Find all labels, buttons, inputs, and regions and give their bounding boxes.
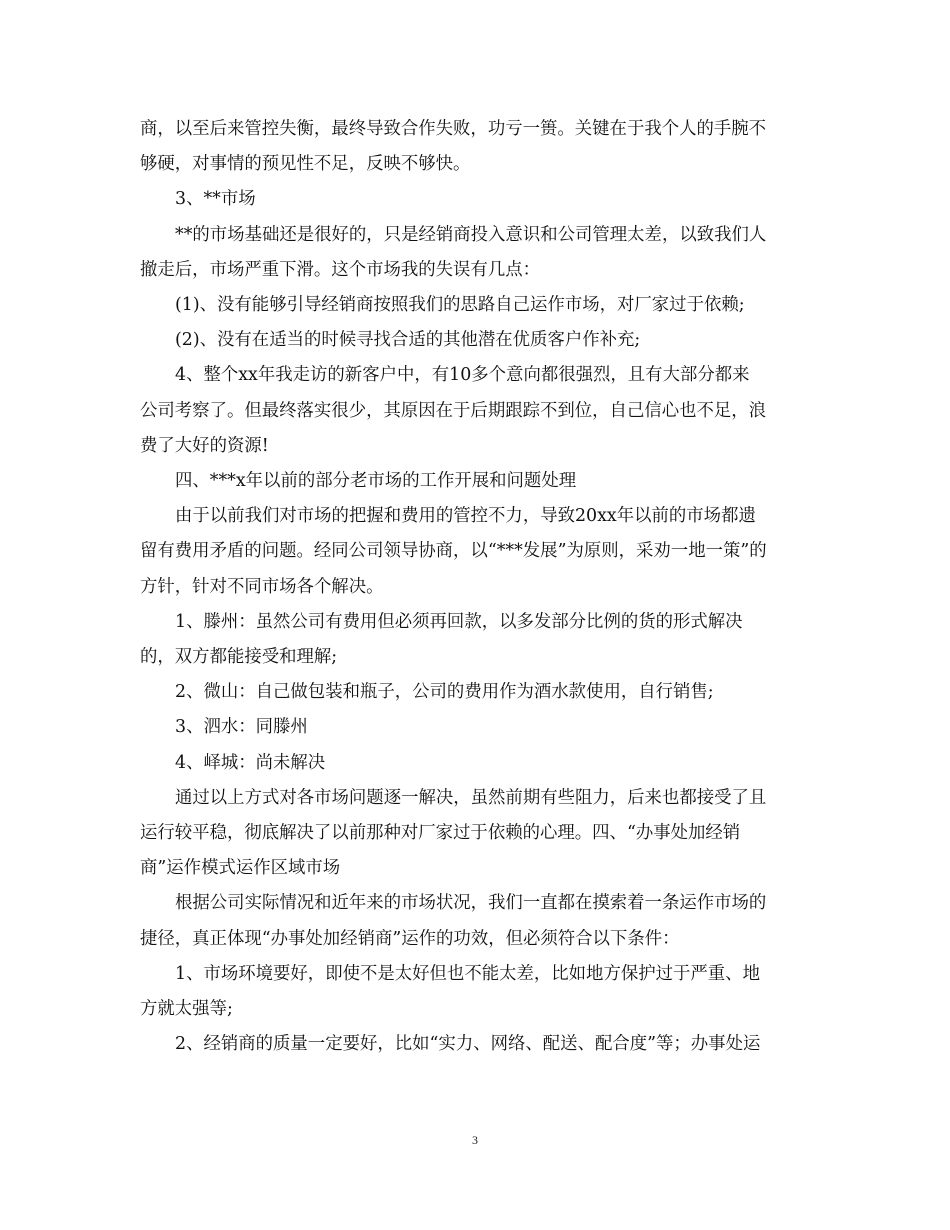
text-line: 2、经销商的质量一定要好，比如“实力、网络、配送、配合度”等；办事处运 [175,1034,761,1055]
text-line: 运行较平稳，彻底解决了以前那种对厂家过于依赖的心理。四、“办事处加经销 [140,823,741,844]
section-heading-market-3 [140,182,815,217]
text-line: (2)、没有在适当的时候寻找合适的其他潜在优质客户作补充; [175,330,641,351]
text-line: 通过以上方式对各市场问题逐一解决，虽然前期有些阻力，后来也都接受了且 [175,787,767,808]
text-line: 1、市场环境要好，即使不是太好但也不能太差，比如地方保护过于严重、地 [175,963,760,984]
page-number: 3 [472,1133,478,1147]
list-item-condition-2 [140,1027,815,1062]
paragraph-resolution [140,781,815,887]
text-line: (1)、没有能够引导经销商按照我们的思路自己运作市场，对厂家过于依赖; [175,295,745,316]
text-line: 根据公司实际情况和近年来的市场状况，我们一直都在摸索着一条运作市场的 [175,893,767,914]
section-heading-old-markets [140,464,815,499]
list-item-tengzhou [140,605,815,675]
text-line: 四、***x年以前的部分老市场的工作开展和问题处理 [175,471,577,492]
text-line: 2、微山：自己做包装和瓶子，公司的费用作为酒水款使用，自行销售; [175,682,714,703]
text-line: 方就太强等; [140,999,233,1020]
list-item-yicheng [140,746,815,781]
paragraph-continuation [140,112,815,182]
paragraph-cost-issues [140,499,815,605]
text-line: 商，以至后来管控失衡，最终导致合作失败，功亏一篑。关键在于我个人的手腕不 [140,119,767,139]
text-line: **的市场基础还是很好的，只是经销商投入意识和公司管理太差，以致我们人 [175,224,767,245]
text-line: 撤走后，市场严重下滑。这个市场我的失误有几点： [140,259,540,280]
text-line: 4、峄城：尚未解决 [175,752,326,773]
text-line: 的，双方都能接受和理解; [140,647,338,668]
document-body [140,112,815,1062]
list-item-sishui [140,710,815,745]
text-line: 1、滕州：虽然公司有费用但必须再回款，以多发部分比例的货的形式解决 [175,611,743,632]
paragraph-new-customers [140,358,815,464]
text-line: 商”运作模式运作区域市场 [140,858,341,879]
list-item-weishan [140,675,815,710]
text-line: 够硬，对事情的预见性不足，反映不够快。 [140,154,471,175]
paragraph-operating-mode [140,886,815,956]
list-item-2 [140,323,815,358]
text-line: 3、泗水：同滕州 [175,717,308,738]
text-line: 公司考察了。但最终落实很少，其原因在于后期跟踪不到位，自己信心也不足，浪 [140,400,767,421]
list-item-1 [140,288,815,323]
list-item-condition-1 [140,957,815,1027]
text-line: 留有费用矛盾的问题。经同公司领导协商，以“***发展”为原则，采劝一地一策”的 [140,541,767,562]
text-line: 4、整个xx年我走访的新客户中，有10多个意向都很强烈，且有大部分都来 [175,365,750,386]
text-line: 费了大好的资源! [140,435,269,456]
text-line: 方针，针对不同市场各个解决。 [140,576,384,597]
text-line: 3、**市场 [175,189,256,210]
text-line: 由于以前我们对市场的把握和费用的管控不力，导致20xx年以前的市场都遗 [175,506,756,527]
text-line: 捷径，真正体现“办事处加经销商”运作的功效，但必须符合以下条件： [140,928,680,949]
paragraph-market-foundation [140,218,815,288]
